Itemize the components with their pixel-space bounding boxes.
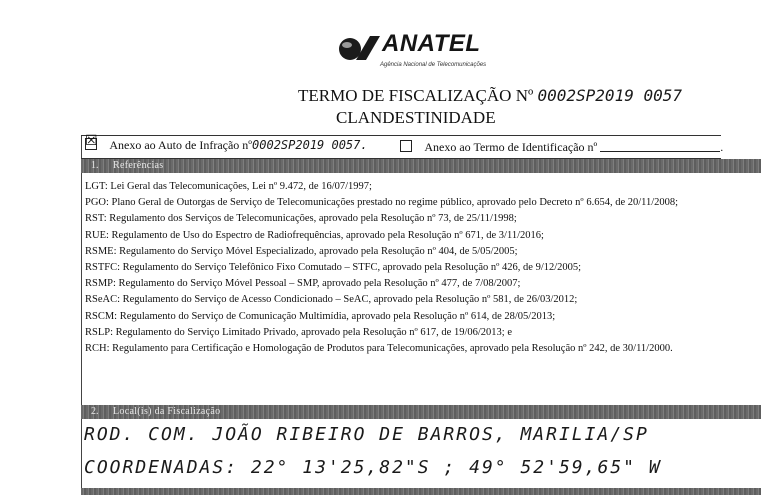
references-list [81, 180, 761, 358]
anatel-globe-icon [336, 32, 380, 62]
annex-identification-label: Anexo ao Termo de Identificação nº [424, 140, 598, 154]
location-address: ROD. COM. JOÃO RIBEIRO DE BARROS, MARILIA/SP [84, 424, 649, 445]
checked-mark-icon: ☒ [85, 133, 98, 149]
title-handwritten-number: 0002SP2019 0057 [537, 86, 682, 105]
annex-row [81, 133, 724, 159]
next-section-header [81, 488, 761, 495]
document-subtitle: CLANDESTINIDADE [336, 108, 496, 127]
reference-item: RCH: Regulamento para Certificação e Homologação de Produtos para Telecomunicações, aprovado pela Resolução nº 242, de 30/11/2000. [85, 342, 673, 354]
section-label: Referências [113, 160, 164, 171]
annex-identification-checkbox[interactable] [400, 140, 412, 152]
reference-item: RSLP: Regulamento do Serviço Limitado Privado, aprovado pela Resolução nº 617, de 19/06/2013; e [85, 326, 512, 338]
section-location-header [81, 405, 761, 419]
reference-item: RSTFC: Regulamento do Serviço Telefônico Fixo Comutado – STFC, aprovado pela Resolução nº 426, de 9/12/2005; [85, 261, 582, 273]
document-title [298, 86, 682, 106]
anatel-logo [336, 26, 486, 76]
annex-identification-blank [600, 141, 720, 152]
reference-item: RSME: Regulamento do Serviço Móvel Especializado, aprovado pela Resolução nº 404, de 5/05/2005; [85, 245, 518, 257]
logo-subtitle: Agência Nacional de Telecomunicações [380, 62, 487, 68]
annex-infraction-checkbox[interactable] [85, 133, 98, 150]
location-coordinates: COORDENADAS: 22° 13'25,82"S ; 49° 52'59,65" W [84, 457, 662, 478]
annex-infraction [85, 133, 368, 153]
annex-infraction-label: Anexo ao Auto de Infração nº [109, 138, 253, 152]
section-number: 1. [91, 160, 99, 171]
reference-item: RUE: Regulamento de Uso do Espectro de Radiofrequências, aprovado pela Resolução nº 671, de 3/11/2016; [85, 229, 544, 241]
section-references-header [81, 159, 761, 173]
title-prefix: TERMO DE FISCALIZAÇÃO Nº [298, 86, 534, 105]
reference-item: RSCM: Regulamento do Serviço de Comunicação Multimídia, aprovado pela Resolução nº 614, de 28/05/2013; [85, 310, 556, 322]
location-handwritten [84, 424, 764, 478]
reference-item: PGO: Plano Geral de Outorgas de Serviço de Telecomunicações prestado no regime público, aprovado pelo Decreto nº 6.654, de 20/11/2008; [85, 197, 679, 209]
reference-item: RSMP: Regulamento do Serviço Móvel Pessoal – SMP, aprovado pela Resolução nº 477, de 7/08/2007; [85, 278, 521, 290]
annex-identification-trailing: . [720, 140, 724, 154]
section-number: 2. [91, 406, 99, 417]
reference-item: LGT: Lei Geral das Telecomunicações, Lei nº 9.472, de 16/07/1997; [85, 181, 372, 192]
reference-item: RST: Regulamento dos Serviços de Telecomunicações, aprovado pela Resolução nº 73, de 25/11/1998; [85, 213, 517, 225]
section-label: Local(is) da Fiscalização [113, 406, 221, 417]
annex-infraction-number: 0002SP2019 0057. [252, 138, 368, 152]
logo-wordmark: ANATEL [382, 30, 481, 57]
annex-identification [400, 140, 723, 155]
reference-item: RSeAC: Regulamento do Serviço de Acesso Condicionado – SeAC, aprovado pela Resolução nº 581, de 26/03/2012; [85, 294, 578, 306]
